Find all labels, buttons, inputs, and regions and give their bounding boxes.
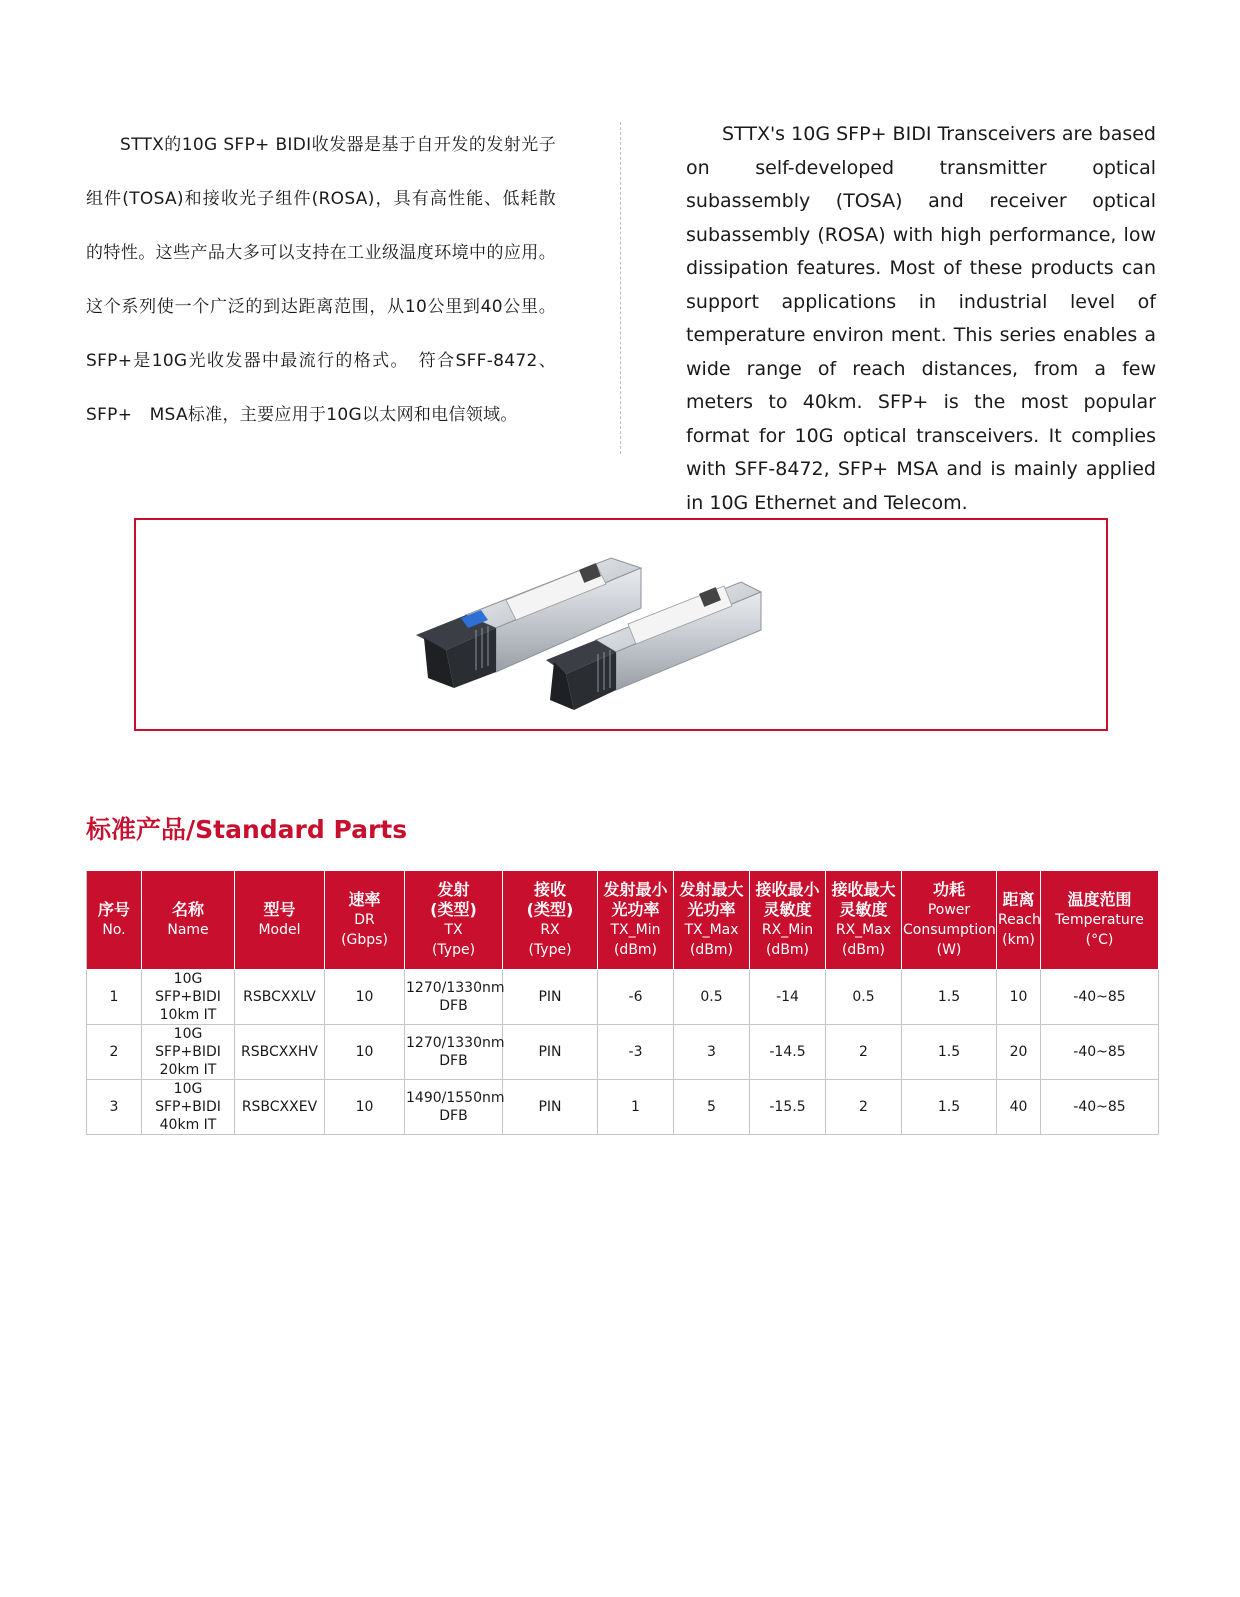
column-header-en: RX_Max (835, 922, 892, 938)
table-cell: 10G SFP+BIDI 10km IT (142, 970, 235, 1025)
column-header (902, 871, 997, 970)
column-header-cn: 灵敏度 (763, 900, 812, 919)
table-cell: PIN (503, 1080, 598, 1135)
section-title: 标准产品/Standard Parts (86, 815, 408, 844)
table-cell: -14 (750, 970, 826, 1025)
table-cell: 5 (674, 1080, 750, 1135)
column-header (826, 871, 902, 970)
column-header (142, 871, 235, 970)
column-header-cn: 接收 (533, 880, 566, 899)
table-cell: 10 (997, 970, 1041, 1025)
table-cell: RSBCXXLV (235, 970, 325, 1025)
table-cell: 10G SFP+BIDI 40km IT (142, 1080, 235, 1135)
column-header-cn: 序号 (97, 900, 130, 919)
table-cell: 2 (87, 1025, 142, 1080)
column-header-en: Consumption (903, 922, 996, 938)
column-header-en: Name (167, 922, 209, 938)
column-header (87, 871, 142, 970)
column-header-cn: 距离 (1002, 890, 1035, 909)
column-header-en: (dBm) (765, 942, 810, 958)
column-header-cn: 速率 (348, 890, 381, 909)
table-cell: 1 (87, 970, 142, 1025)
intro-chinese (86, 118, 556, 442)
column-header-en: (W) (936, 942, 962, 958)
table-cell: 0.5 (826, 970, 902, 1025)
column-header (997, 871, 1041, 970)
table-row (87, 970, 1159, 1025)
column-header-cn: 发射最大 (679, 880, 744, 899)
table-cell: 10G SFP+BIDI 20km IT (142, 1025, 235, 1080)
column-header-cn: 发射 (437, 880, 470, 899)
column-header (674, 871, 750, 970)
table-cell: 2 (826, 1025, 902, 1080)
table-cell: 0.5 (674, 970, 750, 1025)
table-cell: 3 (674, 1025, 750, 1080)
column-header-cn: 光功率 (611, 900, 660, 919)
column-header-cn: 名称 (171, 900, 204, 919)
column-header-en: TX_Min (610, 922, 661, 938)
table-cell: -6 (598, 970, 674, 1025)
intro-chinese-text: STTX的10G SFP+ BIDI收发器是基于自开发的发射光子组件(TOSA)和接收光子组件(ROSA)，具有高性能、低耗散的特性。这些产品大多可以支持在工业级温度环境中的应用。这个系列使一个广泛的到达距离范围，从10公里到40公里。SFP+是10G光收发器中最流行的格式。 符合SFF-8472、SFP+ MSA标准，主要应用于10G以太网和电信领域。 (86, 135, 556, 425)
column-header-en: RX (540, 922, 560, 938)
table-cell: 1270/1330nm DFB (405, 1025, 503, 1080)
table-cell: -15.5 (750, 1080, 826, 1135)
table-cell: PIN (503, 970, 598, 1025)
column-header-cn: (类型) (430, 900, 477, 919)
table-cell: 3 (87, 1080, 142, 1135)
table-cell: RSBCXXHV (235, 1025, 325, 1080)
table-cell: 40 (997, 1080, 1041, 1135)
column-header-cn: 温度范围 (1067, 890, 1132, 909)
column-header-en: TX_Max (684, 922, 739, 938)
column-header-cn: 型号 (263, 900, 296, 919)
column-header-cn: 光功率 (687, 900, 736, 919)
table-cell: 1490/1550nm DFB (405, 1080, 503, 1135)
column-header-cn: 发射最小 (603, 880, 668, 899)
column-header-en: (°C) (1085, 932, 1114, 948)
table-row (87, 1080, 1159, 1135)
column-header-en: Reach (998, 912, 1041, 928)
table-cell: 1 (598, 1080, 674, 1135)
column-header (325, 871, 405, 970)
table-body (87, 970, 1159, 1135)
column-header (235, 871, 325, 970)
table-cell: -3 (598, 1025, 674, 1080)
table-cell: 1.5 (902, 1025, 997, 1080)
column-header-en: (Type) (431, 942, 476, 958)
column-header-en: (Gbps) (341, 932, 388, 948)
standard-parts-table (86, 870, 1159, 1135)
column-header-en: (dBm) (841, 942, 886, 958)
table-cell: 10 (325, 1080, 405, 1135)
column-header-en: Model (258, 922, 301, 938)
table-cell: 1.5 (902, 970, 997, 1025)
product-photo-frame (134, 518, 1108, 731)
column-header-en: Temperature (1055, 912, 1144, 928)
column-header-en: RX_Min (761, 922, 814, 938)
column-header (405, 871, 503, 970)
column-divider (620, 122, 621, 454)
table-cell: RSBCXXEV (235, 1080, 325, 1135)
table-cell: -40~85 (1041, 1025, 1159, 1080)
column-header-cn: (类型) (526, 900, 574, 919)
table-cell: 1270/1330nm DFB (405, 970, 503, 1025)
column-header-en: No. (102, 922, 126, 938)
table-cell: -14.5 (750, 1025, 826, 1080)
column-header-en: (Type) (528, 942, 572, 958)
column-header-en: (km) (1002, 932, 1035, 948)
intro-english-text: STTX's 10G SFP+ BIDI Transceivers are based on self-developed transmitter optical subassembly (TOSA) and receiver optical subassembly (ROSA) with high performance, low dissipation features. Most of these products can support applications in industrial level of temperature environ ment. This series enables a wide range of reach distances, from a few meters to 40km. SFP+ is the most popular format for 10G optical transceivers. It complies with SFF-8472, SFP+ MSA and is mainly applied in 10G Ethernet and Telecom. (686, 123, 1156, 514)
table-row (87, 1025, 1159, 1080)
table-cell: 20 (997, 1025, 1041, 1080)
intro-english (686, 118, 1156, 520)
column-header-cn: 接收最小 (755, 880, 820, 899)
table-header-row (87, 871, 1159, 970)
column-header-en: (dBm) (613, 942, 658, 958)
table-cell: -40~85 (1041, 1080, 1159, 1135)
column-header-cn: 功耗 (932, 880, 965, 899)
table-cell: 10 (325, 1025, 405, 1080)
column-header-cn: 接收最大 (831, 880, 896, 899)
column-header (750, 871, 826, 970)
column-header-cn: 灵敏度 (839, 900, 888, 919)
column-header-en: Power (927, 902, 971, 918)
column-header (598, 871, 674, 970)
column-header (1041, 871, 1159, 970)
product-photo (136, 520, 1106, 729)
column-header (503, 871, 598, 970)
table-cell: 10 (325, 970, 405, 1025)
column-header-en: DR (354, 912, 375, 928)
table-cell: 1.5 (902, 1080, 997, 1135)
table-cell: PIN (503, 1025, 598, 1080)
column-header-en: (dBm) (689, 942, 734, 958)
column-header-en: TX (444, 922, 463, 938)
table-cell: 2 (826, 1080, 902, 1135)
table-cell: -40~85 (1041, 970, 1159, 1025)
